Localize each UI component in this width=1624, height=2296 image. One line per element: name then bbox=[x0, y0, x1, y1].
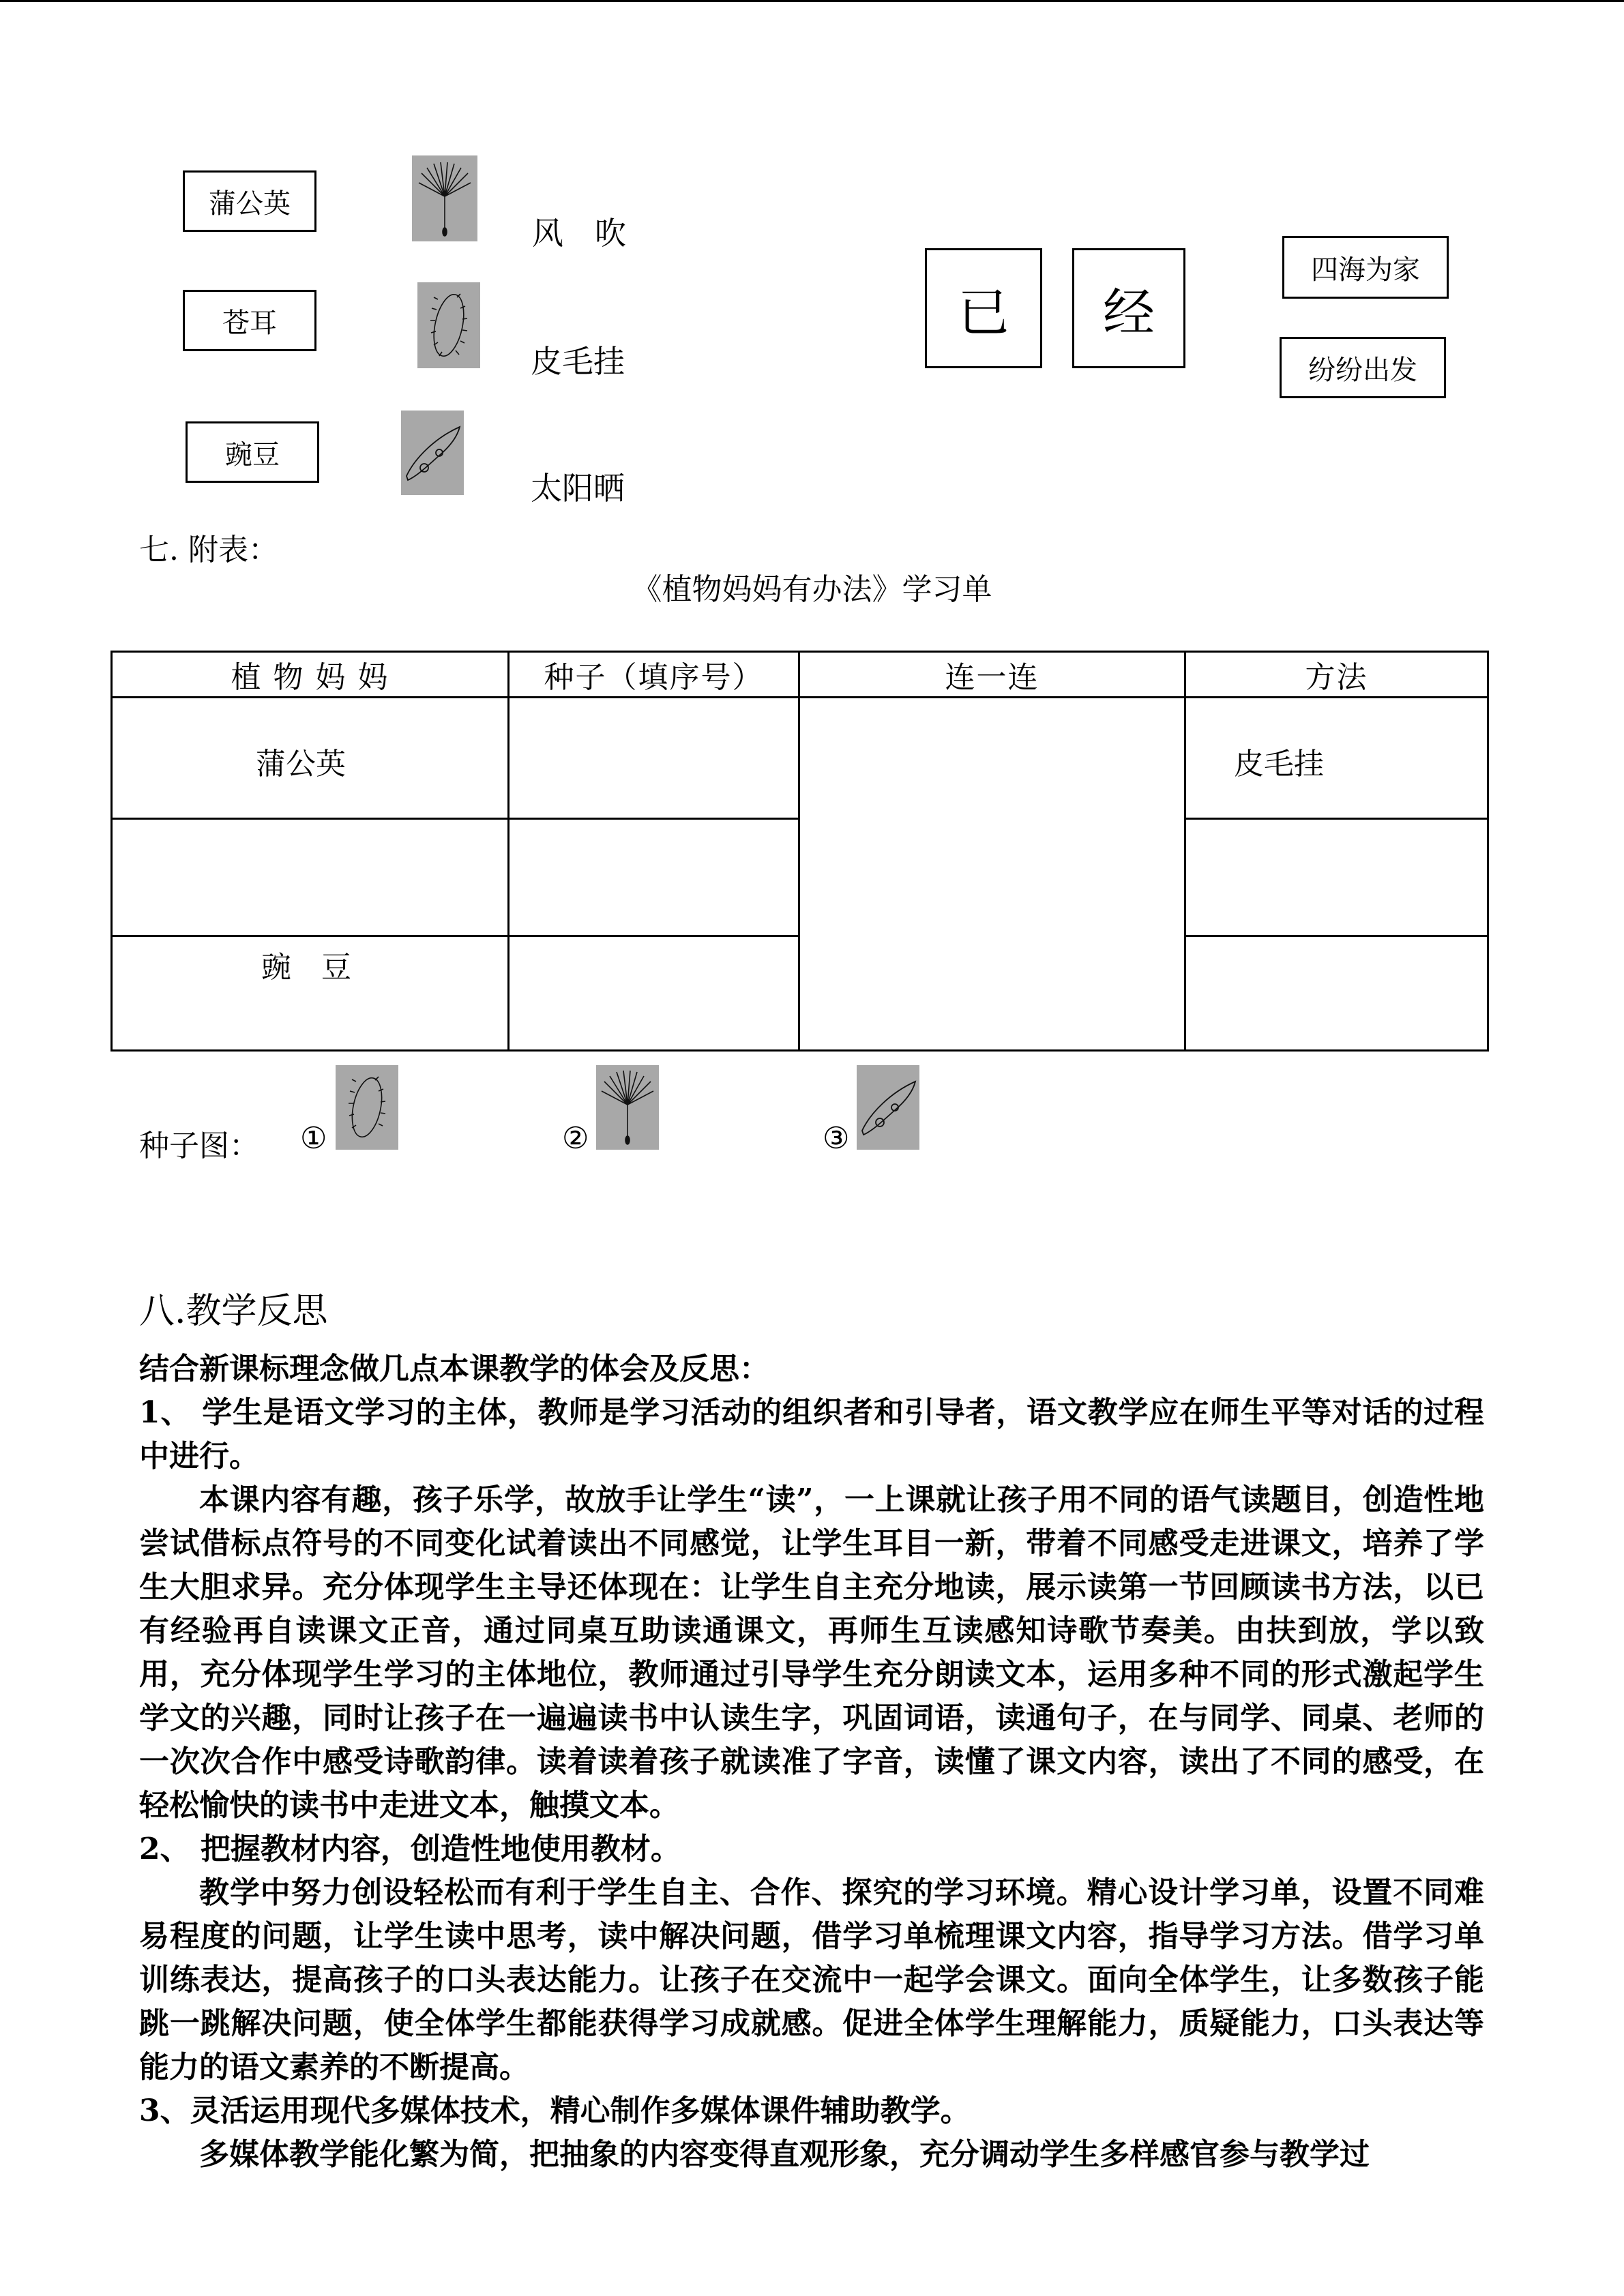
cell-plant-3: 豌 豆 bbox=[112, 936, 509, 1051]
header-plant-mother: 植 物 妈 妈 bbox=[112, 652, 509, 698]
cell-seed-3[interactable] bbox=[509, 936, 799, 1051]
seed-number-2: ② bbox=[562, 1121, 589, 1156]
burr-seed-icon bbox=[336, 1065, 398, 1150]
reflection-paragraph-3: 多媒体教学能化繁为简，把抽象的内容变得直观形象，充分调动学生多样感官参与教学过 bbox=[199, 2137, 1370, 2172]
seed-number-1: ① bbox=[300, 1121, 327, 1156]
seed-images-label: 种子图： bbox=[139, 1129, 259, 1163]
cell-method-2[interactable] bbox=[1185, 819, 1488, 936]
plant-card-cocklebur: 苍耳 bbox=[183, 290, 316, 351]
reflection-intro: 结合新课标理念做几点本课教学的体会及反思： bbox=[139, 1352, 769, 1386]
header-seed-number: 种子（填序号） bbox=[509, 652, 799, 698]
phrase-card-fenfen: 纷纷出发 bbox=[1280, 337, 1446, 398]
method-label-wind: 风 吹 bbox=[532, 215, 626, 252]
seed-number-3: ③ bbox=[823, 1121, 850, 1156]
cell-plant-1: 蒲公英 bbox=[112, 698, 509, 819]
cell-method-1: 皮毛挂 bbox=[1185, 698, 1488, 819]
cell-seed-1[interactable] bbox=[509, 698, 799, 819]
plant-card-pea: 豌豆 bbox=[186, 421, 319, 483]
reflection-paragraph-2: 教学中努力创设轻松而有利于学生自主、合作、探究的学习环境。精心设计学习单，设置不同难易程度的问题，让学生读中思考，读中解决问题，借学习单梳理课文内容，指导学习方法。借学习单训练表达，提高孩子的口头表达能力。让孩子在交流中一起学会课文。面向全体学生，让多数孩子能跳一跳解决问题，使全体学生都能获得学习成就感。促进全体学生理解能力，质疑能力，口头表达等能力的语文素养的不断提高。 bbox=[139, 1875, 1484, 2085]
reflection-point-3: 3、灵活运用现代多媒体技术，精心制作多媒体课件辅助教学。 bbox=[139, 2093, 971, 2128]
method-label-sun: 太阳晒 bbox=[531, 470, 625, 507]
cell-method-3[interactable] bbox=[1185, 936, 1488, 1051]
plant-card-dandelion: 蒲公英 bbox=[183, 170, 316, 232]
pea-pod-icon bbox=[401, 411, 464, 495]
header-method: 方法 bbox=[1185, 652, 1488, 698]
cell-plant-2[interactable] bbox=[112, 819, 509, 936]
page-top-border bbox=[0, 0, 1624, 2]
burr-seed-icon bbox=[417, 282, 480, 368]
pea-pod-icon bbox=[857, 1065, 919, 1150]
reflection-point-1: 1、 学生是语文学习的主体，教师是学习活动的组织者和引导者，语文教学应在师生平等对话的过程中进行。 bbox=[139, 1395, 1484, 1474]
dandelion-seed-icon bbox=[412, 155, 477, 241]
char-card-yi: 已 bbox=[925, 248, 1042, 368]
reflection-paragraph-1: 本课内容有趣，孩子乐学，故放手让学生“读”，一上课就让孩子用不同的语气读题目，创造性地尝试借标点符号的不同变化试着读出不同感觉，让学生耳目一新，带着不同感受走进课文，培养了学生大胆求异。充分体现学生主导还体现在：让学生自主充分地读，展示读第一节回顾读书方法，以已有经验再自读课文正音，通过同桌互助读通课文，再师生互读感知诗歌节奏美。由扶到放，学以致用，充分体现学生学习的主体地位，教师通过引导学生充分朗读文本，运用多种不同的形式激起学生学文的兴趣，同时让孩子在一遍遍读书中认读生字，巩固词语，读通句子，在与同学、同桌、老师的一次次合作中感受诗歌韵律。读着读着孩子就读准了字音，读懂了课文内容，读出了不同的感受，在轻松愉快的读书中走进文本，触摸文本。 bbox=[139, 1482, 1484, 1823]
reflection-point-2: 2、 把握教材内容，创造性地使用教材。 bbox=[139, 1832, 681, 1866]
cell-seed-2[interactable] bbox=[509, 819, 799, 936]
worksheet-table bbox=[110, 651, 1489, 1052]
worksheet-title: 《植物妈妈有办法》学习单 bbox=[632, 572, 992, 607]
dandelion-seed-icon bbox=[596, 1065, 659, 1150]
char-card-jing: 经 bbox=[1072, 248, 1185, 368]
header-connect: 连一连 bbox=[799, 652, 1185, 698]
cell-connect-area[interactable] bbox=[799, 698, 1185, 1051]
method-label-fur: 皮毛挂 bbox=[531, 343, 625, 380]
section-7-heading: 七. 附表： bbox=[139, 533, 278, 567]
section-8-heading: 八.教学反思 bbox=[139, 1291, 328, 1332]
phrase-card-sihai: 四海为家 bbox=[1282, 236, 1449, 299]
